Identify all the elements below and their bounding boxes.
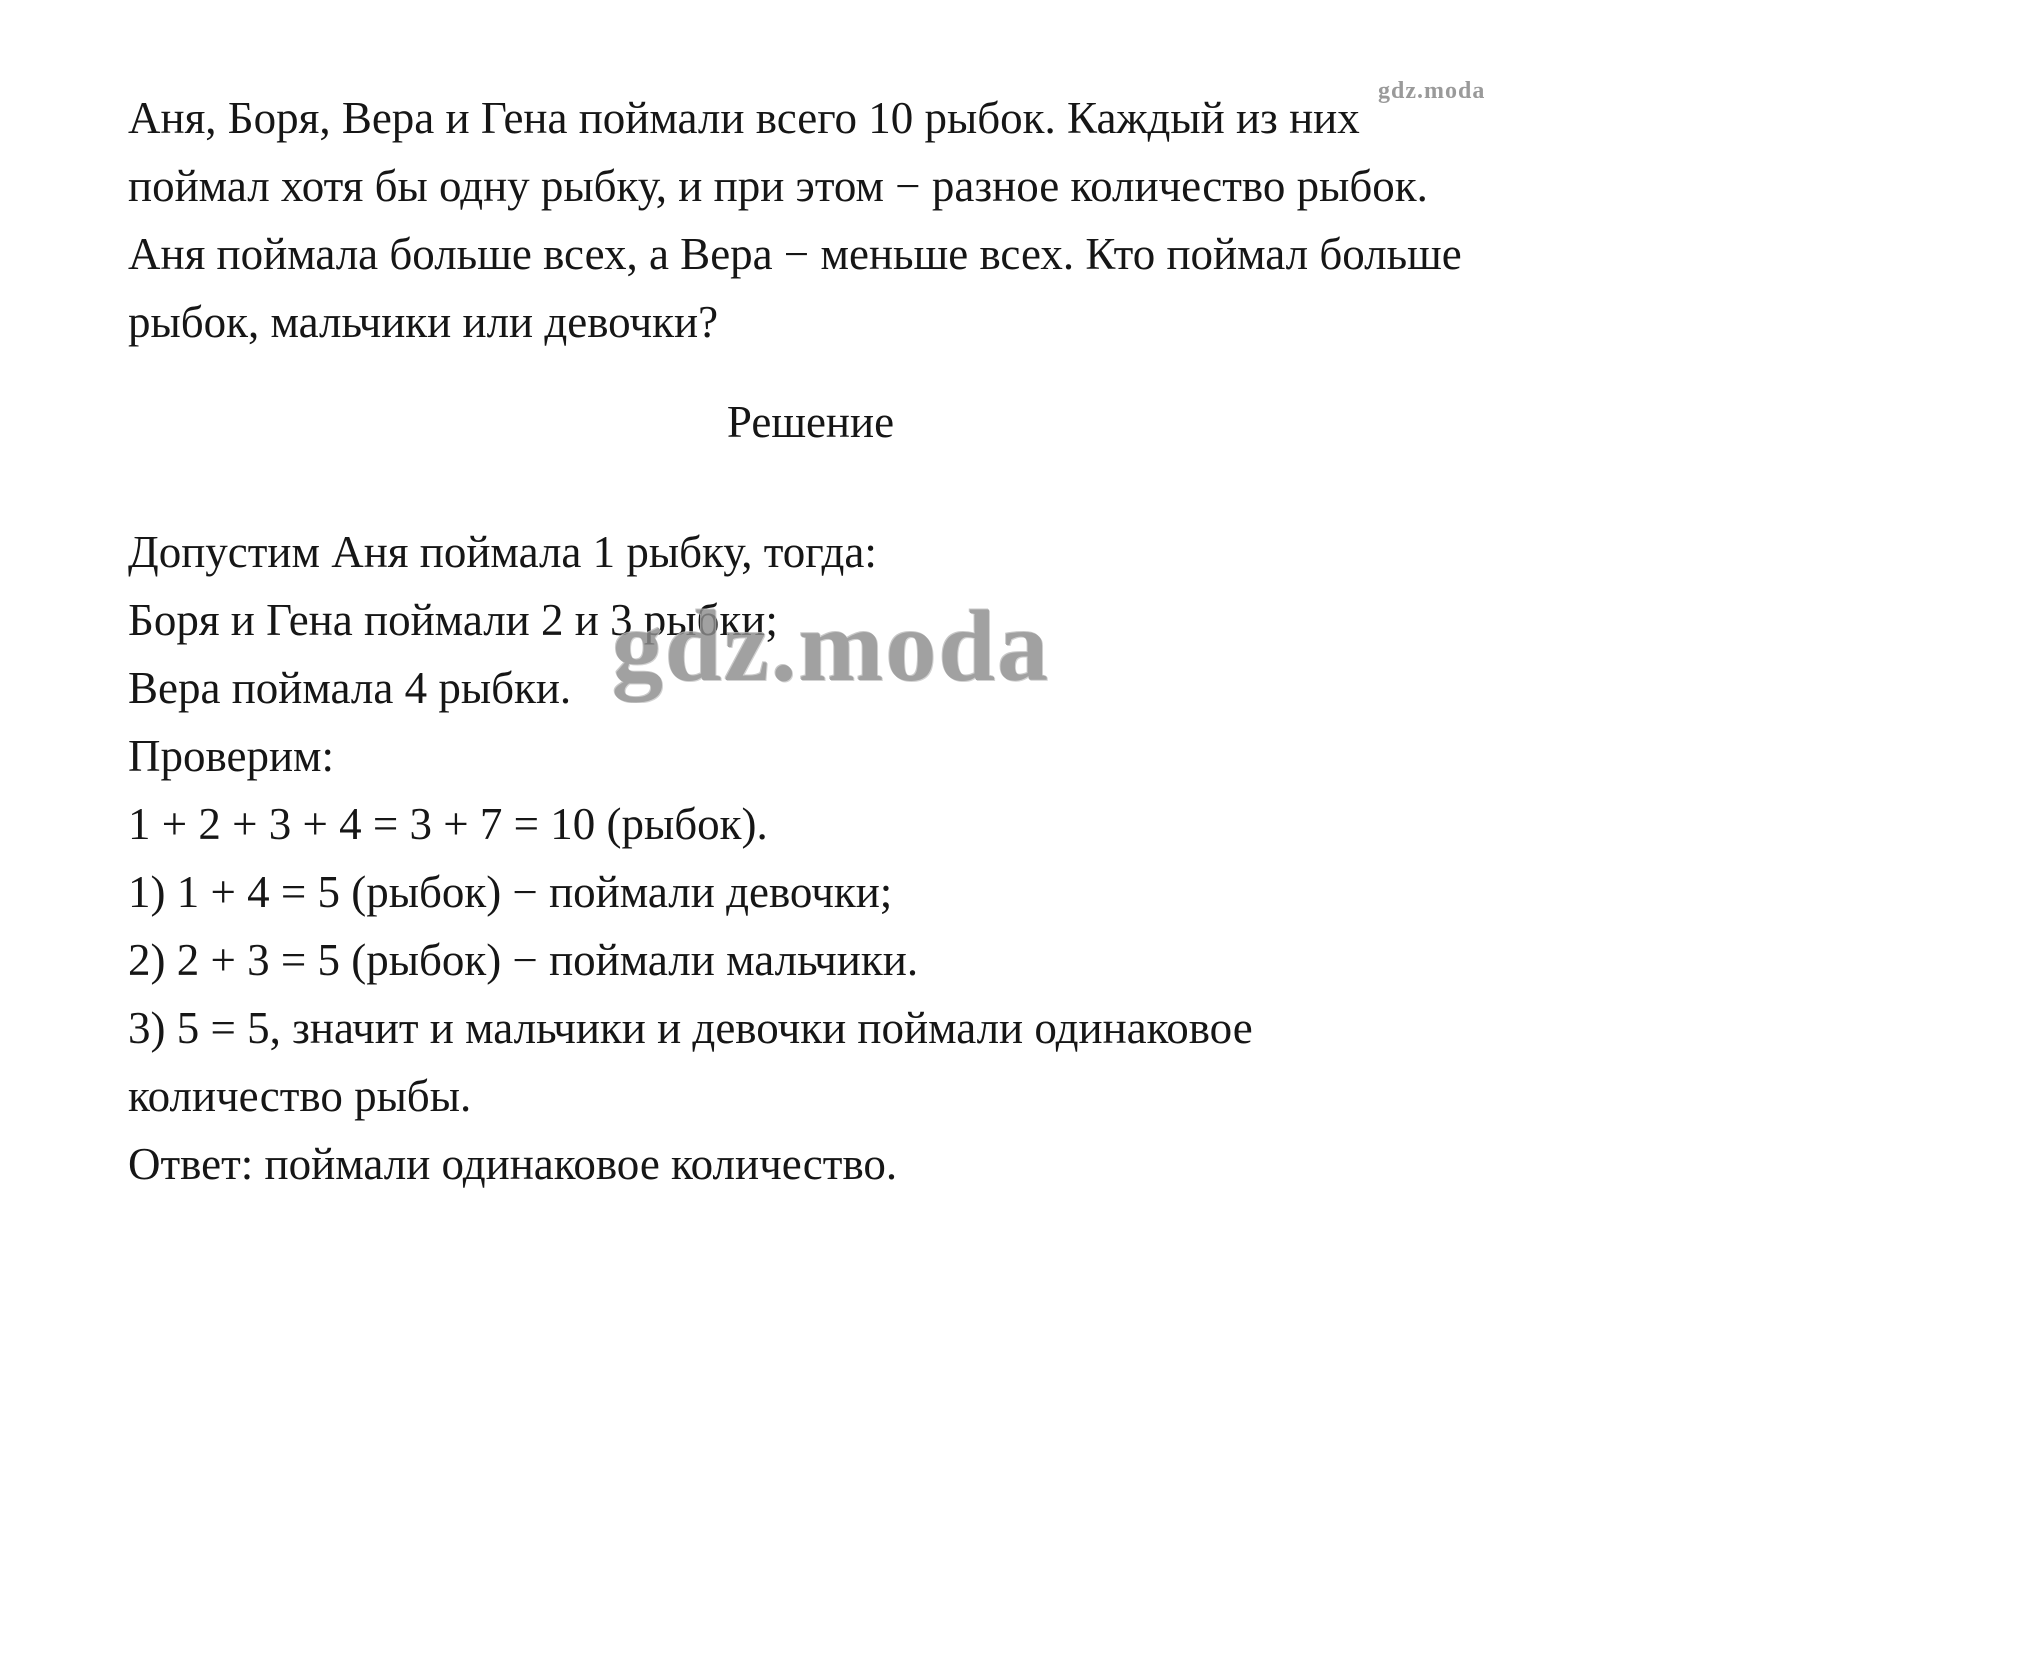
solution-line-2: Боря и Гена поймали 2 и 3 рыбки; — [128, 595, 778, 645]
problem-statement — [128, 84, 1493, 356]
solution-line-4: Проверим: — [128, 731, 335, 781]
solution-line-10: Ответ: поймали одинаковое количество. — [128, 1139, 898, 1189]
solution-line-5: 1 + 2 + 3 + 4 = 3 + 7 = 10 (рыбок). — [128, 799, 768, 849]
problem-line-4: рыбок, мальчики или девочки? — [128, 297, 719, 347]
problem-line-2: поймал хотя бы одну рыбку, и при этом − разное количество рыбок. — [128, 161, 1428, 211]
watermark-large-text: gdz.moda — [612, 590, 1051, 703]
solution-line-8: 3) 5 = 5, значит и мальчики и девочки поймали одинаковое — [128, 1003, 1253, 1053]
solution-line-9: количество рыбы. — [128, 1071, 472, 1121]
solution-line-1: Допустим Аня поймала 1 рыбку, тогда: — [128, 527, 877, 577]
solution-heading: Решение — [726, 397, 895, 447]
solution-line-3: Вера поймала 4 рыбки. — [128, 663, 572, 713]
problem-line-3: Аня поймала больше всех, а Вера − меньше всех. Кто поймал больше — [128, 229, 1462, 279]
problem-line-1: Аня, Боря, Вера и Гена поймали всего 10 рыбок. Каждый из них — [128, 93, 1360, 143]
watermark-small-text: gdz.moda — [1378, 78, 1486, 104]
solution-line-6: 1) 1 + 4 = 5 (рыбок) − поймали девочки; — [128, 867, 893, 917]
solution-line-7: 2) 2 + 3 = 5 (рыбок) − поймали мальчики. — [128, 935, 919, 985]
